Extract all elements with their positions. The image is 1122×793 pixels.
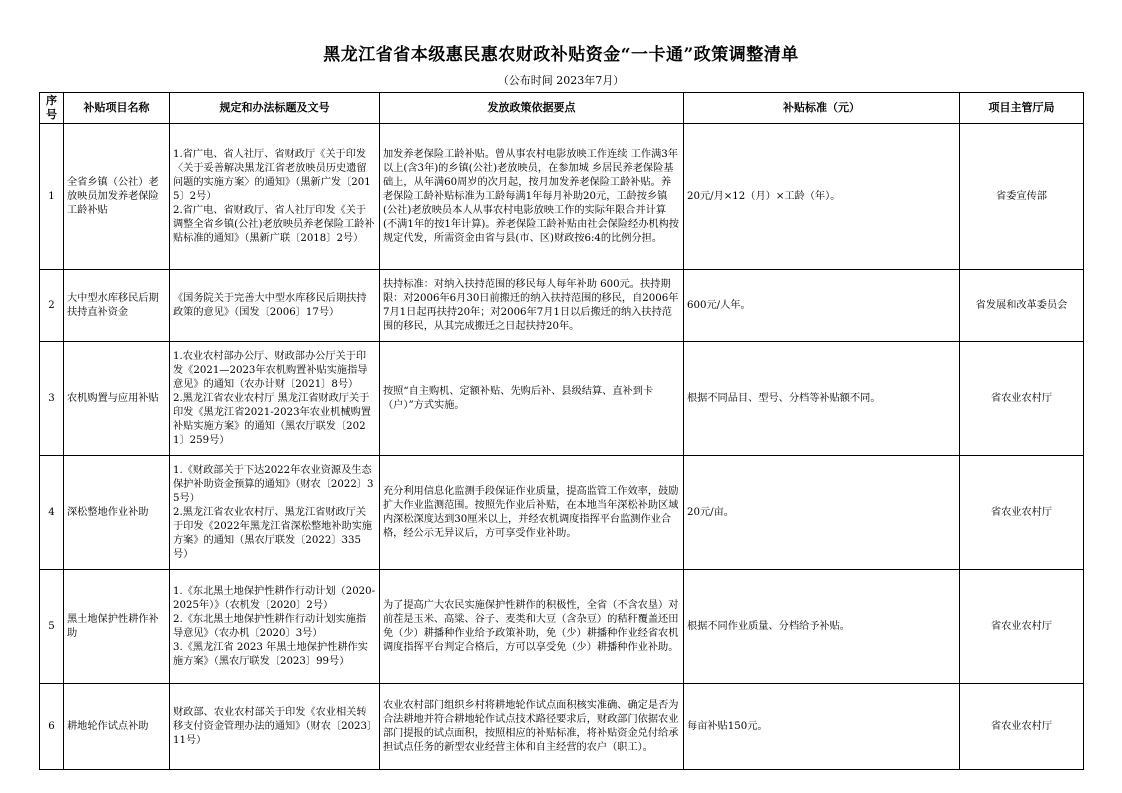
policy-basis: 农业农村部门组织乡村将耕地轮作试点面积核实准确、确定是否为合法耕地并符合耕地轮作试点技术路径要求后，财政部门依据农业部门提报的试点面积，按照相应的补贴标准，将补贴资金兑付给承担试点任务的新型农业经营主体和自主经营的农户（职工）。 bbox=[380, 684, 684, 770]
regulation-entry: 3.《黑龙江省 2023 年黑土地保护性耕作实施方案》（黑农厅联发〔2023〕99号） bbox=[173, 641, 368, 667]
regulation-entry: 2.黑龙江省农业农村厅、黑龙江省财政厅关于印发《2022年黑龙江省深松整地补助实施方案》的通知（黑农厅联发〔2022〕335号） bbox=[173, 506, 373, 560]
policy-basis: 充分利用信息化监测手段保证作业质量，提高监管工作效率，鼓励扩大作业监测范围。按照先作业后补贴，在本地当年深松补助区域内深松深度达到30厘米以上，并经农机调度指挥平台监测作业合格，经公示无异议后，方可享受作业补助。 bbox=[380, 456, 684, 570]
regulation-cell bbox=[170, 456, 380, 570]
table-header-row bbox=[40, 93, 1084, 124]
regulation-entry: 1.《东北黑土地保护性耕作行动计划（2020-2025年）》（农机发〔2020〕2号） bbox=[173, 585, 376, 611]
row-number: 2 bbox=[40, 270, 64, 342]
document-title: 黑龙江省省本级惠民惠农财政补贴资金“一卡通”政策调整清单 bbox=[323, 45, 799, 65]
policy-basis: 为了提高广大农民实施保护性耕作的积极性，全省（不含农垦）对前茬是玉米、高粱、谷子、麦类和大豆（含杂豆）的秸秆覆盖还田免（少）耕播种作业给予政策补助，免（少）耕播种作业经省农机调度指挥平台判定合格后，方可以享受免（少）耕播种作业补助。 bbox=[380, 570, 684, 684]
regulation-entry: 2.黑龙江省农业农村厅 黑龙江省财政厅关于印发《黑龙江省2021-2023年农业机械购置补贴实施方案》的通知（黑农厅联发〔2021〕259号） bbox=[173, 392, 371, 446]
regulation-entry: 1.《财政部关于下达2022年农业资源及生态保护补助资金预算的通知》（财农〔2022〕35号） bbox=[173, 464, 374, 504]
table-row bbox=[40, 270, 1084, 342]
subsidy-item-name: 黑土地保护性耕作补助 bbox=[64, 570, 170, 684]
subsidy-standard: 根据不同作业质量、分档给予补贴。 bbox=[684, 570, 960, 684]
row-number: 3 bbox=[40, 342, 64, 456]
subsidy-item-name: 深松整地作业补助 bbox=[64, 456, 170, 570]
row-number: 1 bbox=[40, 124, 64, 270]
regulation-entry: 《国务院关于完善大中型水库移民后期扶持政策的意见》（国发〔2006〕17号） bbox=[173, 292, 367, 318]
header-no: 序号 bbox=[40, 93, 64, 124]
regulation-entry: 2.《东北黑土地保护性耕作行动计划实施指导意见》（农办机〔2020〕3号） bbox=[173, 613, 367, 639]
responsible-department: 省农业农村厅 bbox=[960, 342, 1084, 456]
subsidy-standard: 600元/人年。 bbox=[684, 270, 960, 342]
document-subtitle: （公布时间 2023年7月） bbox=[497, 74, 625, 87]
regulation-entry: 2.省广电、省财政厅、省人社厅印发《关于调整全省乡镇(公社)老放映员养老保险工龄补贴标准的通知》（黑新广联〔2018〕2号） bbox=[173, 204, 375, 244]
policy-basis: 按照“自主购机、定额补贴、先购后补、县级结算、直补到卡（户）”方式实施。 bbox=[380, 342, 684, 456]
regulation-entry: 1.农业农村部办公厅、财政部办公厅关于印发《2021—2023年农机购置补贴实施指导意见》的通知（农办计财〔2021〕8号） bbox=[173, 350, 368, 390]
regulation-cell bbox=[170, 684, 380, 770]
responsible-department: 省农业农村厅 bbox=[960, 570, 1084, 684]
responsible-department: 省发展和改革委员会 bbox=[960, 270, 1084, 342]
header-regulation: 规定和办法标题及文号 bbox=[170, 93, 380, 124]
subsidy-item-name: 全省乡镇（公社）老放映员加发养老保险工龄补贴 bbox=[64, 124, 170, 270]
responsible-department: 省委宣传部 bbox=[960, 124, 1084, 270]
policy-basis: 加发养老保险工龄补贴。曾从事农村电影放映工作连续 工作满3年以上(含3年)的乡镇(公社)老放映员，在参加城 乡居民养老保险基础上，从年满60周岁的次月起，按月加发养老保险工龄补贴。养老保险工龄补贴标准为工龄每满1年每月补助20元，工龄按乡镇(公社)老放映员本人从事农村电影放映工作的实际年限合并计算(不满1年的按1年计算)。养老保险工龄补贴由社会保险经办机构按规定代发，所需资金由省与县(市、区)财政按6:4的比例分担。 bbox=[380, 124, 684, 270]
regulation-cell bbox=[170, 270, 380, 342]
row-number: 6 bbox=[40, 684, 64, 770]
responsible-department: 省农业农村厅 bbox=[960, 456, 1084, 570]
row-number: 4 bbox=[40, 456, 64, 570]
responsible-department: 省农业农村厅 bbox=[960, 684, 1084, 770]
subsidy-standard: 20元/亩。 bbox=[684, 456, 960, 570]
regulation-cell bbox=[170, 342, 380, 456]
header-standard: 补贴标准（元） bbox=[684, 93, 960, 124]
table-row bbox=[40, 570, 1084, 684]
header-dept: 项目主管厅局 bbox=[960, 93, 1084, 124]
subsidy-standard: 20元/月×12（月）×工龄（年）。 bbox=[684, 124, 960, 270]
regulation-entry: 1.省广电、省人社厅、省财政厅《关于印发〈关于妥善解决黑龙江省老放映员历史遗留问题的实施方案〉的通知》（黑新广发〔2015〕2号） bbox=[173, 148, 371, 202]
row-number: 5 bbox=[40, 570, 64, 684]
policy-table bbox=[39, 92, 1084, 770]
subsidy-standard: 根据不同品目、型号、分档等补贴额不同。 bbox=[684, 342, 960, 456]
regulation-entry: 财政部、农业农村部关于印发《农业相关转移支付资金管理办法的通知》（财农〔2023〕11号） bbox=[173, 706, 373, 746]
header-basis: 发放政策依据要点 bbox=[380, 93, 684, 124]
table-row bbox=[40, 456, 1084, 570]
header-item: 补贴项目名称 bbox=[64, 93, 170, 124]
regulation-cell bbox=[170, 570, 380, 684]
table-row bbox=[40, 124, 1084, 270]
subsidy-item-name: 耕地轮作试点补助 bbox=[64, 684, 170, 770]
subsidy-item-name: 大中型水库移民后期扶持直补资金 bbox=[64, 270, 170, 342]
subsidy-standard: 每亩补贴150元。 bbox=[684, 684, 960, 770]
policy-basis: 扶持标准：对纳入扶持范围的移民每人每年补助 600元。扶持期限：对2006年6月30日前搬迁的纳入扶持范围的移民，自2006年7月1日起再扶持20年；对2006年7月1日以后搬迁的纳入扶持范围的移民，从其完成搬迁之日起扶持20年。 bbox=[380, 270, 684, 342]
subsidy-item-name: 农机购置与应用补贴 bbox=[64, 342, 170, 456]
regulation-cell bbox=[170, 124, 380, 270]
table-row bbox=[40, 684, 1084, 770]
table-row bbox=[40, 342, 1084, 456]
